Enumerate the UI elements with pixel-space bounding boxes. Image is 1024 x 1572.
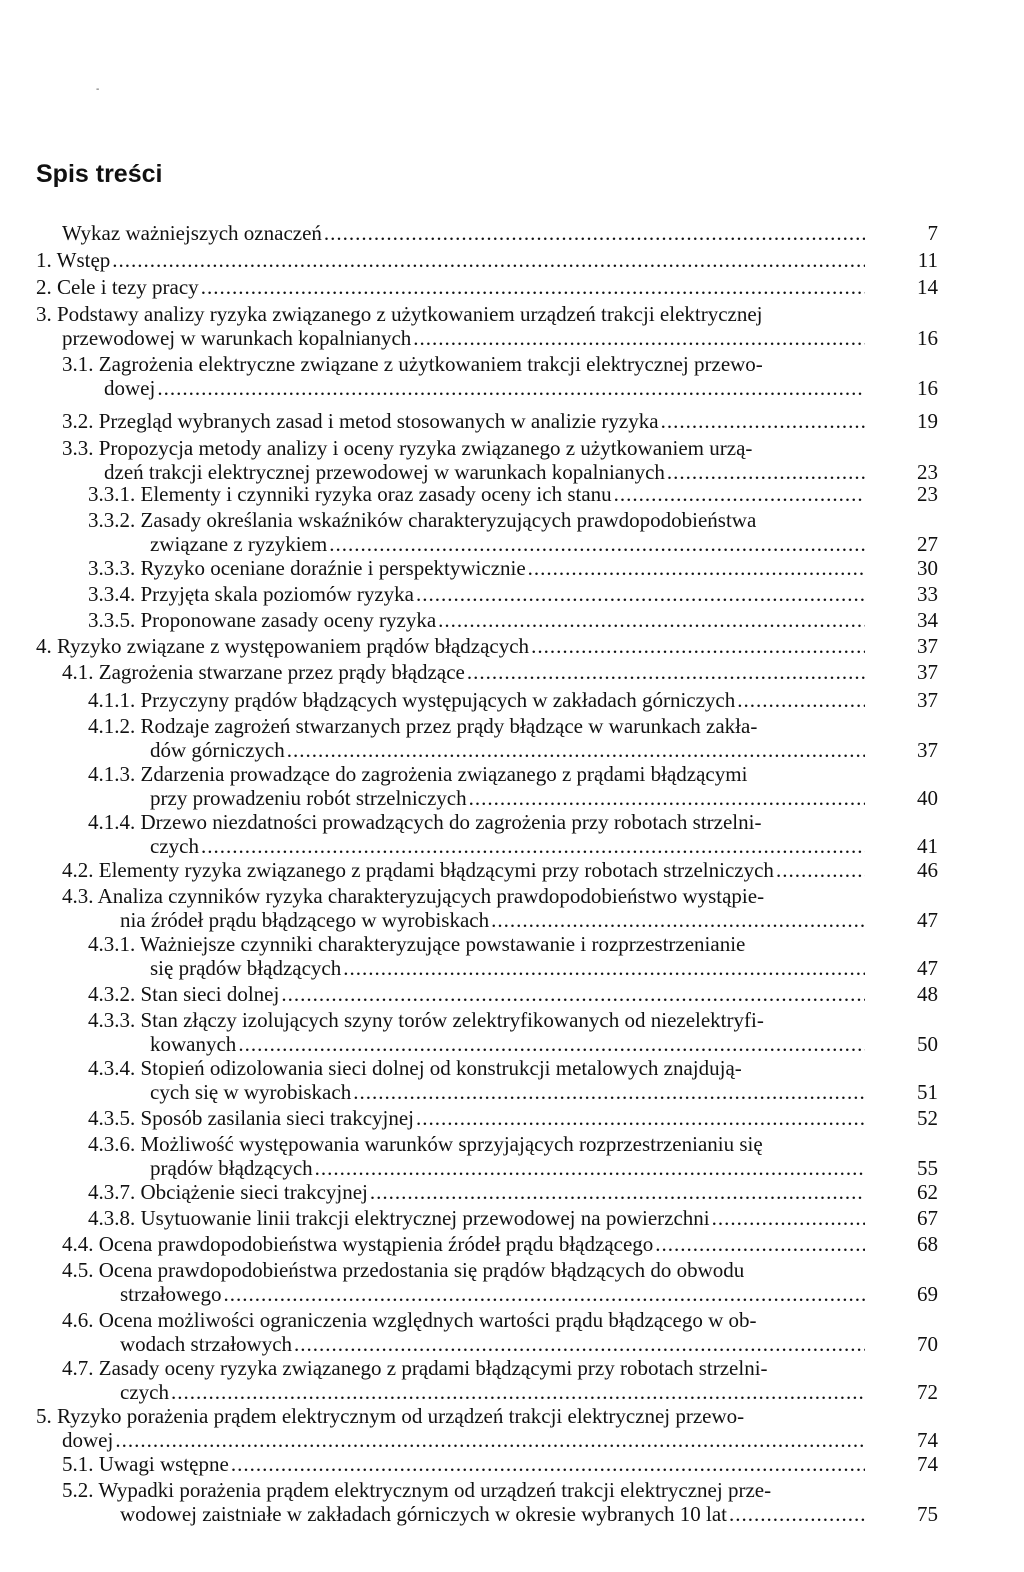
toc-entry-title: 4.3.3. Stan złączy izolujących szyny torów zelektryfikowanych od niezelektryfi- [88,1008,764,1032]
dot-leader [712,1206,865,1230]
toc-entry-continuation [62,326,865,350]
dot-leader [115,1428,865,1452]
toc-entry [88,508,756,532]
toc-entry [88,582,865,606]
page-number: 41 [917,834,938,858]
toc-entry [88,556,865,580]
page-number: 33 [917,582,938,606]
toc-entry [88,608,865,632]
toc-entry-title-continued: nia źródeł prądu błądzącego w wyrobiskach [120,908,490,932]
toc-entry [88,1056,742,1080]
toc-entry-title: 4.1.4. Drzewo niezdatności prowadzących do zagrożenia przy robotach strzelni- [88,810,762,834]
dot-leader [416,1106,865,1130]
toc-entry [62,436,752,460]
toc-entry-title: 5.2. Wypadki porażenia prądem elektrycznym od urządzeń trakcji elektrycznej prze- [62,1478,772,1502]
toc-entry [36,634,865,658]
toc-entry-title-continued: czych [150,834,199,858]
page-number: 62 [917,1180,938,1204]
toc-entry-title: 3.3.5. Proponowane zasady oceny ryzyka [88,608,437,632]
toc-entry [88,982,865,1006]
dot-leader [343,956,865,980]
toc-entry-continuation [104,460,865,484]
dot-leader [315,1156,865,1180]
toc-heading: Spis treści [36,160,163,188]
toc-entry-title: 4.3. Analiza czynników ryzyka charakteryzujących prawdopodobieństwo wystąpie- [62,884,765,908]
toc-entry-continuation [120,1332,865,1356]
toc-entry [88,932,745,956]
dot-leader [223,1282,865,1306]
toc-entry-title: 3.3.4. Przyjęta skala poziomów ryzyka [88,582,414,606]
toc-entry [62,1258,744,1282]
toc-entry-title: Wykaz ważniejszych oznaczeń [62,221,322,245]
page-number: 30 [917,556,938,580]
toc-entry [62,1356,768,1380]
page-number: 69 [917,1282,938,1306]
toc-entry-title-continued: się prądów błądzących [150,956,342,980]
toc-entry-title: 4.1.3. Zdarzenia prowadzące do zagrożenia związanego z prądami błądzącymi [88,762,748,786]
toc-entry-title: 4.6. Ocena możliwości ograniczenia względnych wartości prądu błądzącego w ob- [62,1308,757,1332]
toc-entry [88,1180,865,1204]
toc-entry-title: 5. Ryzyko porażenia prądem elektrycznym od urządzeń trakcji elektrycznej przewo- [36,1404,745,1428]
toc-entry-continuation [62,1428,865,1452]
dot-leader [528,556,865,580]
dot-leader [294,1332,865,1356]
page-number: 55 [917,1156,938,1180]
toc-entry [88,810,761,834]
toc-entry-title-continued: przewodowej w warunkach kopalnianych [62,326,412,350]
page-number: 23 [917,460,938,484]
toc-entry [88,688,865,712]
toc-entry-title: 3.3. Propozycja metody analizy i oceny ryzyka związanego z użytkowaniem urzą- [62,436,753,460]
toc-entry [36,1404,744,1428]
toc-entry-title: 4.3.2. Stan sieci dolnej [88,982,280,1006]
toc-entry-continuation [150,532,865,556]
page-number: 7 [927,221,938,245]
page-number: 27 [917,532,938,556]
page-number: 47 [917,908,938,932]
toc-entry-title: 4. Ryzyko związane z występowaniem prądów błądzących [36,634,530,658]
dot-leader [438,608,865,632]
page-number: 37 [917,660,938,684]
toc-entry-title: 4.5. Ocena prawdopodobieństwa przedostania się prądów błądzących do obwodu [62,1258,745,1282]
toc-entry-title-continued: dowej [62,1428,114,1452]
toc-entry-title: 4.7. Zasady oceny ryzyka związanego z prądami błądzącymi przy robotach strzelni- [62,1356,768,1380]
dot-leader [413,326,865,350]
toc-entry-title-continued: strzałowego [120,1282,222,1306]
toc-entry-continuation [150,1080,865,1104]
dot-leader [112,248,865,272]
toc-entry-title-continued: kowanych [150,1032,237,1056]
page-number: 37 [917,634,938,658]
toc-entry-continuation [150,956,865,980]
page-number: 74 [917,1452,938,1476]
page-number: 23 [917,482,938,506]
page-number: 16 [917,326,938,350]
toc-entry-title: 4.4. Ocena prawdopodobieństwa wystąpienia źródeł prądu błądzącego [62,1232,654,1256]
toc-entry-continuation [120,1502,865,1526]
toc-entry [36,302,763,326]
toc-entry-title: 4.3.1. Ważniejsze czynniki charakteryzujące powstawanie i rozprzestrzenianie [88,932,746,956]
toc-entry-title: 4.3.7. Obciążenie sieci trakcyjnej [88,1180,368,1204]
dot-leader [469,786,865,810]
toc-entry-title-continued: związane z ryzykiem [150,532,328,556]
toc-entry-title: 4.2. Elementy ryzyka związanego z prądami błądzącymi przy robotach strzelniczych [62,858,774,882]
toc-entry-title: 4.3.6. Możliwość występowania warunków sprzyjających rozprzestrzenianiu się [88,1132,763,1156]
toc-entry-continuation [150,738,865,762]
toc-entry-title-continued: czych [120,1380,169,1404]
toc-entry [62,1308,756,1332]
page-number: 51 [917,1080,938,1104]
toc-entry [62,409,865,433]
toc-entry-title: 2. Cele i tezy pracy [36,275,199,299]
dot-leader [531,634,865,658]
toc-entry-title: 4.3.4. Stopień odizolowania sieci dolnej od konstrukcji metalowych znajdują- [88,1056,742,1080]
page-number: 74 [917,1428,938,1452]
dot-leader [238,1032,865,1056]
dot-leader [729,1502,865,1526]
toc-entry-title: 5.1. Uwagi wstępne [62,1452,229,1476]
toc-entry [88,1206,865,1230]
toc-entry [88,482,865,506]
toc-entry-title-continued: dzeń trakcji elektrycznej przewodowej w warunkach kopalnianych [104,460,665,484]
toc-entry-continuation [150,786,865,810]
page-number: 47 [917,956,938,980]
toc-entry-title: 3. Podstawy analizy ryzyka związanego z użytkowaniem urządzeń trakcji elektrycznej [36,302,763,326]
dot-leader [737,688,865,712]
dot-leader [614,482,865,506]
toc-entry [36,248,865,272]
page-number: 52 [917,1106,938,1130]
page-number: 50 [917,1032,938,1056]
toc-entry-title: 4.1. Zagrożenia stwarzane przez prądy błądzące [62,660,465,684]
dot-leader [661,409,865,433]
toc-entry-title: 4.1.2. Rodzaje zagrożeń stwarzanych przez prądy błądzące w warunkach zakła- [88,714,758,738]
dot-leader [324,221,865,245]
toc-entry-title-continued: prądów błądzących [150,1156,313,1180]
toc-entry-title-continued: przy prowadzeniu robót strzelniczych [150,786,467,810]
toc-entry-title-continued: wodach strzałowych [120,1332,293,1356]
toc-entry-title: 4.3.5. Sposób zasilania sieci trakcyjnej [88,1106,415,1130]
toc-entry-continuation [120,1282,865,1306]
toc-entry-continuation [120,1380,865,1404]
page-number: 16 [917,376,938,400]
dot-leader [287,738,865,762]
toc-entry-title: 3.3.2. Zasady określania wskaźników charakteryzujących prawdopodobieństwa [88,508,757,532]
toc-entry-title-continued: wodowej zaistniałe w zakładach górniczych w okresie wybranych 10 lat [120,1502,728,1526]
dot-leader [171,1380,865,1404]
toc-entry [62,221,865,245]
dot-leader [201,275,865,299]
page-number: 40 [917,786,938,810]
toc-entry-continuation [104,376,865,400]
page-number: 72 [917,1380,938,1404]
toc-entry-title: 4.3.8. Usytuowanie linii trakcji elektrycznej przewodowej na powierzchni [88,1206,710,1230]
dot-leader [231,1452,865,1476]
scan-speck: - [96,84,100,95]
toc-entry-title: 1. Wstęp [36,248,111,272]
toc-entry [88,1106,865,1130]
page-number: 75 [917,1502,938,1526]
toc-entry [88,714,757,738]
dot-leader [353,1080,865,1104]
page-number: 19 [917,409,938,433]
toc-entry-title-continued: dów górniczych [150,738,285,762]
toc-entry-continuation [150,1032,865,1056]
toc-entry [62,858,865,882]
page-number: 67 [917,1206,938,1230]
dot-leader [667,460,865,484]
toc-entry [62,352,763,376]
page-number: 37 [917,738,938,762]
toc-entry [88,1132,763,1156]
page-number: 70 [917,1332,938,1356]
toc-entry-title: 3.2. Przegląd wybranych zasad i metod stosowanych w analizie ryzyka [62,409,659,433]
dot-leader [329,532,865,556]
dot-leader [776,858,865,882]
page-number: 37 [917,688,938,712]
page-number: 46 [917,858,938,882]
toc-entry-continuation [150,1156,865,1180]
toc-entry [88,1008,764,1032]
page-number: 48 [917,982,938,1006]
toc-entry-title-continued: cych się w wyrobiskach [150,1080,352,1104]
page-number: 68 [917,1232,938,1256]
page-number: 11 [917,248,938,272]
dot-leader [467,660,865,684]
page-number: 14 [917,275,938,299]
toc-entry [36,275,865,299]
toc-entry [62,1452,865,1476]
toc-entry-title: 3.3.3. Ryzyko oceniane doraźnie i perspektywicznie [88,556,526,580]
dot-leader [491,908,865,932]
toc-entry-title: 3.3.1. Elementy i czynniki ryzyka oraz zasady oceny ich stanu [88,482,612,506]
toc-entry-continuation [150,834,865,858]
toc-entry [62,660,865,684]
dot-leader [370,1180,865,1204]
toc-entry [62,1232,865,1256]
toc-entry-title-continued: dowej [104,376,156,400]
page-number: 34 [917,608,938,632]
toc-entry-title: 4.1.1. Przyczyny prądów błądzących występujących w zakładach górniczych [88,688,736,712]
dot-leader [281,982,865,1006]
toc-entry [62,1478,771,1502]
dot-leader [655,1232,865,1256]
toc-entry-title: 3.1. Zagrożenia elektryczne związane z użytkowaniem trakcji elektrycznej przewo- [62,352,763,376]
toc-entry [62,884,764,908]
dot-leader [416,582,865,606]
toc-entry-continuation [120,908,865,932]
dot-leader [201,834,865,858]
toc-entry [88,762,747,786]
dot-leader [157,376,865,400]
